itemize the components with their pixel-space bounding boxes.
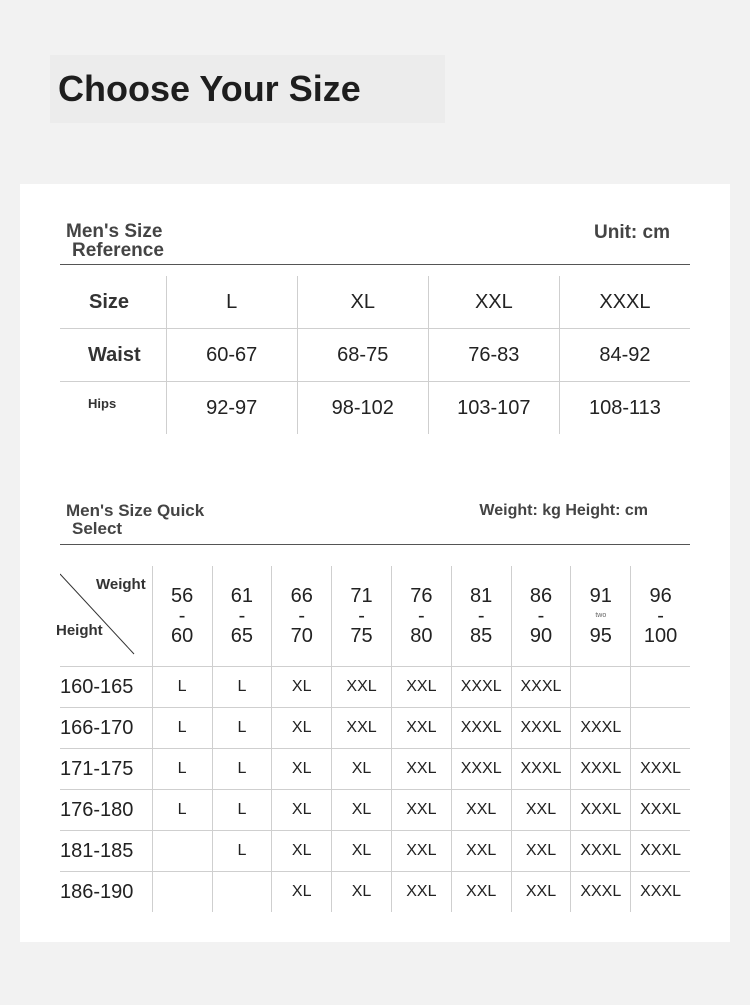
- table-cell: XXL: [392, 667, 452, 707]
- waist-row: [60, 329, 690, 382]
- quick-select-title-line2: Select: [72, 519, 123, 538]
- table-cell: XXXL: [512, 749, 572, 789]
- weight-low: 91: [589, 585, 612, 607]
- weight-column-header: [213, 566, 273, 666]
- table-cell: XXXL: [640, 883, 682, 900]
- table-cell: XXXL: [512, 667, 572, 707]
- table-cell: XXXL: [571, 872, 631, 912]
- table-cell: 76-83: [429, 329, 560, 381]
- quick-select-divider: [60, 544, 690, 545]
- table-cell: XXXL: [571, 831, 631, 871]
- weight-column-header: [153, 566, 213, 666]
- table-cell: L: [153, 667, 213, 707]
- table-cell: XXXL: [452, 667, 512, 707]
- table-row: [60, 667, 690, 708]
- weight-dash: -: [298, 605, 306, 627]
- weight-low: 76: [410, 585, 433, 607]
- table-cell: XL: [272, 872, 332, 912]
- table-cell: XL: [332, 831, 392, 871]
- table-cell: 84-92: [599, 343, 651, 366]
- weight-dash: -: [418, 605, 425, 627]
- reference-unit: Unit: cm: [594, 222, 670, 243]
- quick-select-title: [66, 502, 204, 538]
- height-label: 181-185: [60, 831, 153, 871]
- table-cell: XXXL: [571, 708, 631, 748]
- table-cell: XXL: [512, 872, 572, 912]
- table-cell: [213, 872, 273, 912]
- table-cell: L: [213, 708, 273, 748]
- weight-high: 85: [470, 625, 493, 647]
- quick-select-unit: Weight: kg Height: cm: [479, 502, 648, 519]
- quick-select-header: [60, 500, 690, 544]
- weight-high: 70: [290, 625, 313, 647]
- table-cell: [153, 872, 213, 912]
- table-cell: XXL: [392, 749, 452, 789]
- table-cell: 60-67: [167, 329, 298, 381]
- reference-title-line2: Reference: [72, 240, 164, 261]
- table-cell: XXL: [429, 276, 560, 328]
- height-label: 186-190: [60, 872, 153, 912]
- table-cell: XXXL: [640, 760, 682, 777]
- weight-low: 66: [290, 585, 313, 607]
- corner-height-label: Height: [56, 622, 103, 639]
- weight-high: 95: [589, 625, 612, 647]
- table-row: [60, 790, 690, 831]
- table-cell: [153, 831, 213, 871]
- quick-select-title-line1: Men's Size Quick: [66, 501, 205, 520]
- table-row: [60, 708, 690, 749]
- weight-high: 65: [230, 625, 254, 647]
- weight-high: 100: [643, 625, 678, 647]
- size-quick-select-table: [56, 566, 690, 912]
- table-cell: L: [153, 708, 213, 748]
- weight-low: 71: [350, 585, 373, 607]
- height-label: 171-175: [60, 749, 153, 789]
- table-cell: XXL: [392, 790, 452, 830]
- table-cell: XXXL: [512, 708, 572, 748]
- table-row: [60, 872, 690, 912]
- size-chart-card: [20, 184, 730, 942]
- height-label: 166-170: [60, 708, 153, 748]
- weight-low: 61: [230, 585, 254, 607]
- weight-column-header: [571, 566, 631, 666]
- weight-high: 90: [529, 625, 553, 647]
- table-cell: 103-107: [429, 382, 560, 434]
- table-row: [60, 831, 690, 872]
- table-cell: [631, 708, 690, 748]
- table-cell: XXL: [512, 831, 572, 871]
- table-cell: XL: [272, 667, 332, 707]
- table-cell: XL: [272, 831, 332, 871]
- table-cell: XXXL: [571, 749, 631, 789]
- weight-high: 80: [410, 625, 433, 647]
- weight-dash: -: [477, 605, 485, 627]
- table-cell: XL: [272, 749, 332, 789]
- table-cell: 98-102: [298, 382, 429, 434]
- table-cell: [571, 667, 631, 707]
- reference-header: [60, 222, 690, 264]
- size-reference-table: [60, 276, 690, 434]
- table-cell: XL: [298, 276, 429, 328]
- height-label: 176-180: [60, 790, 153, 830]
- weight-column-header: [452, 566, 512, 666]
- weight-dash: -: [657, 605, 664, 627]
- weight-dash: -: [178, 605, 186, 627]
- table-cell: XXXL: [599, 290, 651, 313]
- table-cell: XXL: [332, 667, 392, 707]
- table-cell: XXL: [392, 831, 452, 871]
- table-cell: XXXL: [640, 842, 682, 859]
- table-cell: XXL: [392, 708, 452, 748]
- table-cell: XXL: [512, 790, 572, 830]
- weight-column-header: [631, 566, 690, 666]
- page-title: Choose Your Size: [50, 55, 445, 123]
- table-cell: XL: [332, 790, 392, 830]
- weight-low: 81: [470, 585, 493, 607]
- table-cell: XL: [332, 872, 392, 912]
- reference-title-line1: Men's Size: [66, 221, 163, 242]
- table-cell: L: [213, 790, 273, 830]
- table-cell: L: [153, 790, 213, 830]
- hips-row: [60, 382, 690, 434]
- table-cell: XL: [332, 749, 392, 789]
- table-row: [60, 749, 690, 790]
- table-cell: 92-97: [167, 382, 298, 434]
- weight-column-header: [272, 566, 332, 666]
- corner-cell: [56, 566, 153, 666]
- table-cell: XXXL: [452, 708, 512, 748]
- weight-low: 86: [529, 585, 553, 607]
- table-cell: XXL: [452, 831, 512, 871]
- table-cell: XL: [272, 708, 332, 748]
- corner-weight-label: Weight: [95, 576, 146, 593]
- row-label-waist: Waist: [60, 329, 167, 381]
- weight-high: 75: [350, 625, 373, 647]
- weight-header-row: [56, 566, 690, 667]
- weight-low: 56: [170, 585, 194, 607]
- table-cell: L: [213, 831, 273, 871]
- weight-low: 96: [649, 585, 672, 607]
- table-cell: XXL: [332, 708, 392, 748]
- row-label-hips: Hips: [60, 382, 167, 434]
- height-label: 160-165: [60, 667, 153, 707]
- table-cell: 108-113: [588, 396, 661, 419]
- weight-column-header: [332, 566, 392, 666]
- table-cell: L: [213, 667, 273, 707]
- weight-column-header: [512, 566, 572, 666]
- table-cell: XXL: [392, 872, 452, 912]
- table-cell: L: [167, 276, 298, 328]
- table-cell: L: [213, 749, 273, 789]
- weight-dash: -: [238, 605, 246, 627]
- size-row: [60, 276, 690, 329]
- reference-title: [66, 222, 164, 260]
- weight-dash: -: [358, 605, 365, 627]
- table-cell: XXXL: [640, 801, 682, 818]
- table-cell: 68-75: [298, 329, 429, 381]
- table-cell: L: [153, 749, 213, 789]
- weight-column-header: [392, 566, 452, 666]
- table-cell: XXXL: [571, 790, 631, 830]
- table-cell: XL: [272, 790, 332, 830]
- row-label-size: Size: [60, 276, 167, 328]
- weight-dash: two: [595, 612, 607, 619]
- table-cell: XXL: [452, 790, 512, 830]
- table-cell: XXXL: [452, 749, 512, 789]
- weight-high: 60: [170, 625, 194, 647]
- weight-dash: -: [537, 605, 545, 627]
- table-cell: [631, 667, 690, 707]
- reference-divider: [60, 264, 690, 265]
- table-cell: XXL: [452, 872, 512, 912]
